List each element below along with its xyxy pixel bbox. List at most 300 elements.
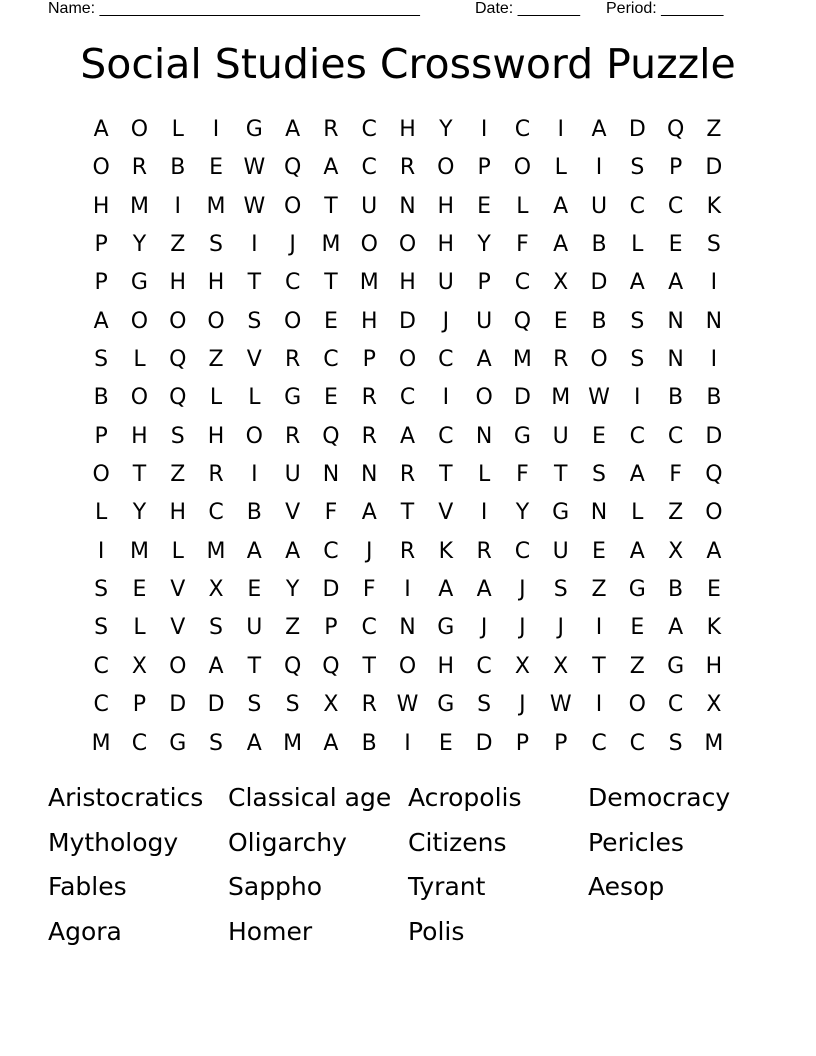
grid-letter[interactable]: M [359, 270, 379, 296]
grid-letter[interactable]: X [668, 538, 684, 564]
grid-letter[interactable]: C [361, 615, 377, 641]
grid-letter[interactable]: I [710, 270, 718, 296]
grid-letter[interactable]: D [399, 308, 416, 334]
grid-letter[interactable]: C [284, 270, 301, 296]
grid-letter[interactable]: A [285, 117, 301, 142]
grid-letter[interactable]: T [247, 270, 262, 296]
grid-letter[interactable]: A [246, 730, 262, 756]
grid-letter[interactable]: L [631, 500, 644, 526]
grid-letter[interactable]: C [514, 538, 531, 564]
grid-letter[interactable]: S [209, 730, 224, 756]
grid-letter[interactable]: N [475, 423, 493, 449]
grid-letter[interactable]: G [169, 730, 187, 756]
word-list-item: Fables [48, 872, 127, 902]
grid-letter[interactable]: A [208, 653, 224, 679]
grid-letter[interactable]: U [284, 462, 301, 488]
grid-letter[interactable]: O [245, 423, 263, 449]
grid-letter[interactable]: S [209, 232, 224, 258]
grid-letter[interactable]: M [129, 193, 149, 219]
grid-letter[interactable]: H [437, 653, 455, 679]
grid-letter[interactable]: H [207, 270, 225, 296]
grid-letter[interactable]: W [549, 692, 572, 718]
grid-letter[interactable]: O [169, 308, 187, 334]
date-field[interactable]: Date: _______ [475, 0, 580, 17]
grid-letter[interactable]: C [361, 155, 377, 181]
grid-letter[interactable]: D [475, 730, 493, 756]
word-list-item: Polis [408, 917, 465, 947]
grid-letter[interactable]: B [93, 385, 109, 411]
grid-letter[interactable]: Z [170, 232, 186, 258]
grid-letter[interactable]: A [361, 500, 377, 526]
grid-letter[interactable]: C [323, 538, 339, 564]
grid-letter[interactable]: E [323, 308, 338, 334]
grid-letter[interactable]: T [247, 653, 262, 679]
grid-letter[interactable]: W [588, 385, 610, 411]
grid-letter[interactable]: S [94, 615, 109, 641]
grid-letter[interactable]: L [477, 462, 491, 488]
grid-letter[interactable]: O [283, 308, 302, 334]
grid-letter[interactable]: M [206, 538, 226, 564]
grid-letter[interactable]: C [476, 653, 492, 679]
grid-letter[interactable]: U [552, 538, 569, 564]
grid-letter[interactable]: P [554, 730, 568, 756]
grid-letter[interactable]: J [557, 615, 564, 641]
grid-letter[interactable]: L [631, 232, 644, 258]
grid-letter[interactable]: B [668, 577, 684, 603]
grid-letter[interactable]: R [399, 462, 416, 488]
grid-letter[interactable]: R [131, 155, 148, 181]
grid-letter[interactable]: F [669, 462, 682, 488]
grid-letter[interactable]: I [251, 462, 258, 488]
grid-letter[interactable]: G [130, 270, 148, 296]
grid-letter[interactable]: L [95, 500, 108, 526]
grid-letter[interactable]: O [513, 155, 532, 181]
grid-letter[interactable]: R [208, 462, 224, 488]
word-list [48, 778, 768, 957]
grid-letter[interactable]: S [247, 308, 262, 334]
grid-letter[interactable]: L [133, 347, 146, 373]
grid-letter[interactable]: B [706, 385, 722, 411]
grid-letter[interactable]: O [169, 653, 187, 679]
grid-letter[interactable]: E [706, 577, 721, 603]
grid-letter[interactable]: L [209, 385, 223, 411]
grid-letter[interactable]: T [324, 270, 338, 296]
grid-letter[interactable]: E [592, 538, 606, 564]
grid-letter[interactable]: A [476, 577, 492, 603]
grid-letter[interactable]: A [668, 270, 684, 296]
grid-letter[interactable]: D [322, 577, 340, 603]
grid-letter[interactable]: V [246, 347, 262, 373]
grid-letter[interactable]: R [361, 692, 377, 718]
grid-letter[interactable]: A [629, 538, 645, 564]
grid-letter[interactable]: I [404, 730, 411, 756]
grid-letter[interactable]: F [516, 232, 529, 258]
grid-letter[interactable]: A [476, 347, 492, 373]
grid-letter[interactable]: Z [170, 462, 186, 488]
grid-letter[interactable]: I [251, 232, 258, 258]
grid-letter[interactable]: E [477, 193, 492, 219]
grid-letter[interactable]: A [668, 615, 684, 641]
grid-letter[interactable]: I [480, 500, 488, 526]
grid-letter[interactable]: E [209, 155, 223, 181]
grid-letter[interactable]: C [514, 117, 531, 142]
grid-letter[interactable]: A [93, 308, 109, 334]
grid-letter[interactable]: H [360, 308, 378, 334]
grid-letter[interactable]: L [171, 538, 184, 564]
grid-letter[interactable]: G [628, 577, 646, 603]
grid-letter[interactable]: H [131, 423, 148, 449]
grid-letter[interactable]: L [171, 117, 184, 142]
grid-letter[interactable]: N [399, 193, 416, 219]
grid-letter[interactable]: O [207, 308, 225, 334]
grid-letter[interactable]: O [130, 117, 149, 142]
grid-letter[interactable]: M [321, 232, 341, 258]
grid-letter[interactable]: P [132, 692, 147, 718]
grid-letter[interactable]: O [398, 232, 417, 258]
grid-letter[interactable]: A [438, 577, 454, 603]
grid-letter[interactable]: U [361, 193, 378, 219]
grid-letter[interactable]: A [629, 270, 645, 296]
grid-letter[interactable]: C [591, 730, 607, 756]
grid-letter[interactable]: N [590, 500, 608, 526]
grid-letter[interactable]: S [706, 232, 721, 258]
grid-letter[interactable]: D [705, 423, 723, 449]
grid-letter[interactable]: B [591, 308, 607, 334]
grid-letter[interactable]: C [667, 193, 684, 219]
grid-letter[interactable]: H [399, 117, 416, 142]
grid-letter[interactable]: E [668, 232, 683, 258]
grid-letter[interactable]: S [630, 308, 645, 334]
grid-letter[interactable]: F [362, 577, 376, 603]
grid-letter[interactable]: E [592, 423, 606, 449]
grid-letter[interactable]: T [553, 462, 568, 488]
grid-letter[interactable]: X [706, 692, 722, 718]
grid-letter[interactable]: C [514, 270, 531, 296]
grid-letter[interactable]: M [551, 385, 571, 411]
grid-letter[interactable]: B [246, 500, 262, 526]
grid-letter[interactable]: C [93, 692, 109, 718]
grid-letter[interactable]: P [477, 270, 491, 296]
grid-letter[interactable]: N [667, 347, 684, 373]
grid-letter[interactable]: O [130, 308, 149, 334]
grid-letter[interactable]: A [93, 117, 109, 142]
grid-letter[interactable]: K [706, 615, 722, 641]
grid-letter[interactable]: W [243, 155, 266, 181]
word-list-item: Aesop [588, 872, 665, 902]
grid-letter[interactable]: O [437, 155, 455, 181]
grid-letter[interactable]: Z [629, 653, 645, 679]
grid-letter[interactable]: H [437, 232, 455, 258]
grid-letter[interactable]: O [130, 385, 149, 411]
grid-letter[interactable]: R [361, 423, 377, 449]
word-list-item: Sappho [228, 872, 323, 902]
grid-letter[interactable]: S [630, 347, 645, 373]
grid-letter[interactable]: I [212, 117, 220, 142]
grid-letter[interactable]: S [285, 692, 300, 718]
grid-letter[interactable]: U [590, 193, 608, 219]
grid-letter[interactable]: H [207, 423, 225, 449]
grid-letter[interactable]: S [247, 692, 262, 718]
grid-letter[interactable]: D [590, 270, 608, 296]
grid-letter[interactable]: U [552, 423, 569, 449]
grid-letter[interactable]: I [480, 117, 488, 142]
grid-letter[interactable]: I [174, 193, 181, 219]
grid-letter[interactable]: C [438, 423, 454, 449]
grid-letter[interactable]: P [477, 155, 491, 181]
grid-letter[interactable]: A [553, 232, 569, 258]
grid-letter[interactable]: M [129, 538, 149, 564]
grid-letter[interactable]: Q [322, 423, 340, 449]
grid-letter[interactable]: N [705, 308, 723, 334]
grid-letter[interactable]: O [705, 500, 723, 526]
grid-letter[interactable]: Z [591, 577, 607, 603]
grid-letter[interactable]: Z [668, 500, 684, 526]
grid-letter[interactable]: O [590, 347, 608, 373]
grid-letter[interactable]: C [399, 385, 416, 411]
grid-letter[interactable]: H [705, 653, 723, 679]
grid-letter[interactable]: R [399, 155, 416, 181]
grid-letter[interactable]: B [170, 155, 186, 181]
grid-letter[interactable]: P [94, 232, 108, 258]
grid-letter[interactable]: G [437, 615, 455, 641]
grid-letter[interactable]: C [629, 193, 645, 219]
grid-letter[interactable]: Q [666, 117, 685, 142]
grid-letter[interactable]: N [399, 615, 416, 641]
grid-letter[interactable]: X [323, 692, 339, 718]
grid-letter[interactable]: S [477, 692, 492, 718]
grid-letter[interactable]: O [398, 347, 417, 373]
grid-letter[interactable]: M [512, 347, 532, 373]
grid-letter[interactable]: G [552, 500, 570, 526]
grid-letter[interactable]: V [170, 615, 186, 641]
grid-letter[interactable]: W [396, 692, 419, 718]
grid-letter[interactable]: R [323, 117, 339, 142]
grid-letter[interactable]: A [629, 462, 645, 488]
grid-letter[interactable]: X [208, 577, 224, 603]
grid-letter[interactable]: C [667, 423, 684, 449]
grid-letter[interactable]: F [324, 500, 338, 526]
grid-letter[interactable]: G [667, 653, 685, 679]
grid-letter[interactable]: M [206, 193, 226, 219]
grid-letter[interactable]: N [360, 462, 378, 488]
grid-letter[interactable]: O [475, 385, 493, 411]
grid-letter[interactable]: A [553, 193, 569, 219]
grid-letter[interactable]: V [170, 577, 186, 603]
grid-letter[interactable]: H [437, 193, 455, 219]
grid-letter[interactable]: S [553, 577, 568, 603]
grid-letter[interactable]: U [476, 308, 493, 334]
grid-letter[interactable]: Y [285, 577, 300, 603]
grid-letter[interactable]: C [438, 347, 454, 373]
grid-letter[interactable]: A [285, 538, 301, 564]
grid-letter[interactable]: G [284, 385, 302, 411]
grid-letter[interactable]: G [513, 423, 531, 449]
grid-letter[interactable]: Q [283, 155, 302, 181]
grid-letter[interactable]: E [247, 577, 262, 603]
grid-letter[interactable]: I [442, 385, 450, 411]
grid-letter[interactable]: Q [322, 653, 340, 679]
grid-letter[interactable]: B [361, 730, 377, 756]
grid-letter[interactable]: Q [283, 653, 302, 679]
grid-letter[interactable]: K [706, 193, 722, 219]
grid-letter[interactable]: S [592, 462, 606, 488]
grid-letter[interactable]: T [439, 462, 453, 488]
grid-letter[interactable]: L [516, 193, 529, 219]
grid-letter[interactable]: G [437, 692, 455, 718]
grid-letter[interactable]: R [476, 538, 492, 564]
grid-letter[interactable]: R [284, 347, 301, 373]
period-field[interactable]: Period: _______ [606, 0, 724, 17]
grid-letter[interactable]: R [553, 347, 569, 373]
grid-letter[interactable]: E [630, 615, 645, 641]
grid-letter[interactable]: Y [439, 117, 453, 142]
grid-letter[interactable]: L [554, 155, 567, 181]
grid-letter[interactable]: I [97, 538, 105, 564]
grid-letter[interactable]: X [553, 653, 569, 679]
grid-letter[interactable]: A [591, 117, 607, 142]
grid-letter[interactable]: U [246, 615, 263, 641]
grid-letter[interactable]: S [170, 423, 185, 449]
grid-letter[interactable]: C [629, 730, 645, 756]
grid-letter[interactable]: Z [208, 347, 224, 373]
grid-letter[interactable]: T [400, 500, 415, 526]
grid-letter[interactable]: T [592, 653, 606, 679]
grid-letter[interactable]: P [94, 423, 108, 449]
grid-letter[interactable]: J [519, 692, 526, 718]
grid-letter[interactable]: R [284, 423, 301, 449]
grid-letter[interactable]: O [360, 232, 378, 258]
grid-letter[interactable]: N [667, 308, 684, 334]
grid-letter[interactable]: Y [132, 232, 147, 258]
grid-letter[interactable]: P [362, 347, 376, 373]
grid-letter[interactable]: E [553, 308, 568, 334]
grid-letter[interactable]: I [595, 692, 603, 718]
grid-letter[interactable]: I [634, 385, 641, 411]
grid-letter[interactable]: X [553, 270, 569, 296]
grid-letter[interactable]: D [705, 155, 723, 181]
grid-letter[interactable]: X [514, 653, 530, 679]
grid-letter[interactable]: M [704, 730, 724, 756]
grid-letter[interactable]: P [324, 615, 338, 641]
grid-letter[interactable]: H [399, 270, 416, 296]
grid-letter[interactable]: T [132, 462, 147, 488]
grid-letter[interactable]: C [629, 423, 645, 449]
grid-letter[interactable]: R [399, 538, 416, 564]
grid-letter[interactable]: C [667, 692, 684, 718]
grid-letter[interactable]: J [519, 577, 526, 603]
grid-letter[interactable]: J [289, 232, 296, 258]
grid-letter[interactable]: P [515, 730, 530, 756]
grid-letter[interactable]: H [169, 500, 187, 526]
grid-letter[interactable]: D [513, 385, 531, 411]
grid-letter[interactable]: H [92, 193, 110, 219]
name-field[interactable]: Name: ____________________________________ [48, 0, 420, 17]
grid-letter[interactable]: J [480, 615, 488, 641]
grid-letter[interactable]: O [92, 462, 110, 488]
grid-letter[interactable]: L [248, 385, 261, 411]
grid-letter[interactable]: D [207, 692, 225, 718]
grid-letter[interactable]: I [557, 117, 564, 142]
grid-letter[interactable]: N [322, 462, 340, 488]
grid-letter[interactable]: B [591, 232, 607, 258]
grid-letter[interactable]: O [92, 155, 110, 181]
word-list-item: Tyrant [408, 872, 486, 902]
grid-letter[interactable]: I [710, 347, 718, 373]
grid-letter[interactable]: Q [169, 385, 187, 411]
grid-letter[interactable]: M [91, 730, 111, 756]
grid-letter[interactable]: V [285, 500, 301, 526]
grid-letter[interactable]: Y [132, 500, 147, 526]
grid-letter[interactable]: Q [513, 308, 532, 334]
grid-letter[interactable]: C [323, 347, 339, 373]
grid-letter[interactable]: Q [169, 347, 187, 373]
grid-letter[interactable]: V [438, 500, 454, 526]
grid-letter[interactable]: A [399, 423, 416, 449]
grid-letter[interactable]: T [362, 653, 376, 679]
grid-letter[interactable]: I [595, 155, 603, 181]
grid-letter[interactable]: R [361, 385, 377, 411]
grid-letter[interactable]: C [208, 500, 224, 526]
grid-letter[interactable]: Y [515, 500, 530, 526]
word-list-item: Homer [228, 917, 313, 947]
grid-letter[interactable]: P [668, 155, 683, 181]
grid-letter[interactable]: H [169, 270, 187, 296]
grid-letter[interactable]: Z [706, 117, 722, 142]
grid-letter[interactable]: G [245, 117, 263, 142]
grid-letter[interactable]: O [628, 692, 646, 718]
grid-letter[interactable]: Q [705, 462, 723, 488]
grid-letter[interactable]: C [131, 730, 148, 756]
grid-letter[interactable]: P [94, 270, 108, 296]
grid-letter[interactable]: J [519, 615, 526, 641]
grid-letter[interactable]: Z [285, 615, 301, 641]
grid-letter[interactable]: D [628, 117, 646, 142]
grid-letter[interactable]: E [323, 385, 338, 411]
grid-letter[interactable]: I [595, 615, 603, 641]
grid-letter[interactable]: A [246, 538, 262, 564]
grid-letter[interactable]: C [93, 653, 109, 679]
word-list-item: Agora [48, 917, 122, 947]
grid-letter[interactable]: O [283, 193, 302, 219]
grid-letter[interactable]: X [131, 653, 147, 679]
grid-letter[interactable]: K [438, 538, 454, 564]
grid-letter[interactable]: F [516, 462, 529, 488]
grid-letter[interactable]: A [323, 730, 339, 756]
grid-letter[interactable]: E [132, 577, 147, 603]
grid-letter[interactable]: J [442, 308, 450, 334]
grid-letter[interactable]: S [630, 155, 645, 181]
grid-letter[interactable]: Y [477, 232, 491, 258]
grid-letter[interactable]: S [94, 577, 109, 603]
grid-letter[interactable]: B [668, 385, 684, 411]
grid-letter[interactable]: I [404, 577, 411, 603]
grid-letter[interactable]: J [365, 538, 373, 564]
grid-letter[interactable]: E [438, 730, 453, 756]
grid-letter[interactable]: M [283, 730, 303, 756]
grid-letter[interactable]: S [94, 347, 109, 373]
grid-letter[interactable]: S [668, 730, 683, 756]
grid-letter[interactable]: C [361, 117, 377, 142]
grid-letter[interactable]: W [243, 193, 266, 219]
grid-letter[interactable]: U [437, 270, 454, 296]
grid-letter[interactable]: S [209, 615, 224, 641]
grid-letter[interactable]: T [324, 193, 338, 219]
grid-letter[interactable]: A [706, 538, 722, 564]
grid-letter[interactable]: A [323, 155, 339, 181]
grid-letter[interactable]: D [169, 692, 187, 718]
grid-letter[interactable]: L [133, 615, 146, 641]
grid-letter[interactable]: O [398, 653, 417, 679]
